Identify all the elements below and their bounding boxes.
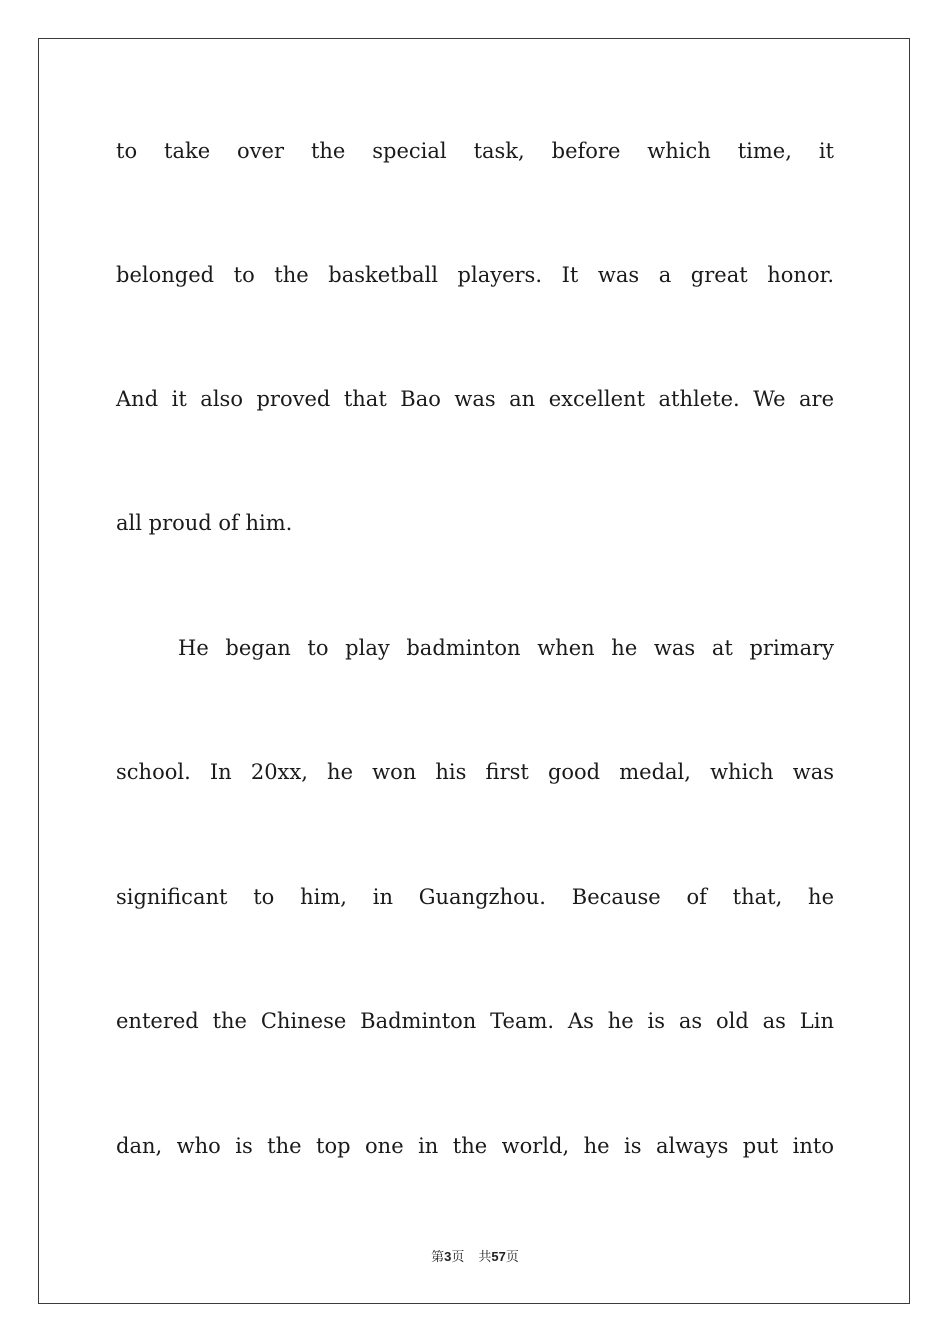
text-line: dan, who is the top one in the world, he is always put into: [116, 1134, 834, 1158]
total-pages: 57: [491, 1249, 506, 1264]
text-line: school. In 20xx, he won his first good medal, which was: [116, 760, 834, 784]
text-line: to take over the special task, before which time, it: [116, 139, 834, 163]
text-line: belonged to the basketball players. It was a great honor.: [116, 263, 834, 287]
page-footer: [0, 1247, 950, 1268]
page-border: [38, 38, 910, 1304]
text-line: entered the Chinese Badminton Team. As he is as old as Lin: [116, 1009, 834, 1033]
paragraph-first-line: He began to play badminton when he was at primary: [178, 636, 834, 660]
page-number: 3: [444, 1249, 452, 1264]
total-prefix: 共: [478, 1250, 492, 1265]
total-suffix: 页: [505, 1250, 519, 1265]
text-line: all proud of him.: [116, 511, 293, 535]
text-line: And it also proved that Bao was an excellent athlete. We are: [116, 387, 834, 411]
page-suffix: 页: [451, 1250, 465, 1265]
text-line: significant to him, in Guangzhou. Because of that, he: [116, 885, 834, 909]
page-prefix: 第: [431, 1250, 445, 1265]
